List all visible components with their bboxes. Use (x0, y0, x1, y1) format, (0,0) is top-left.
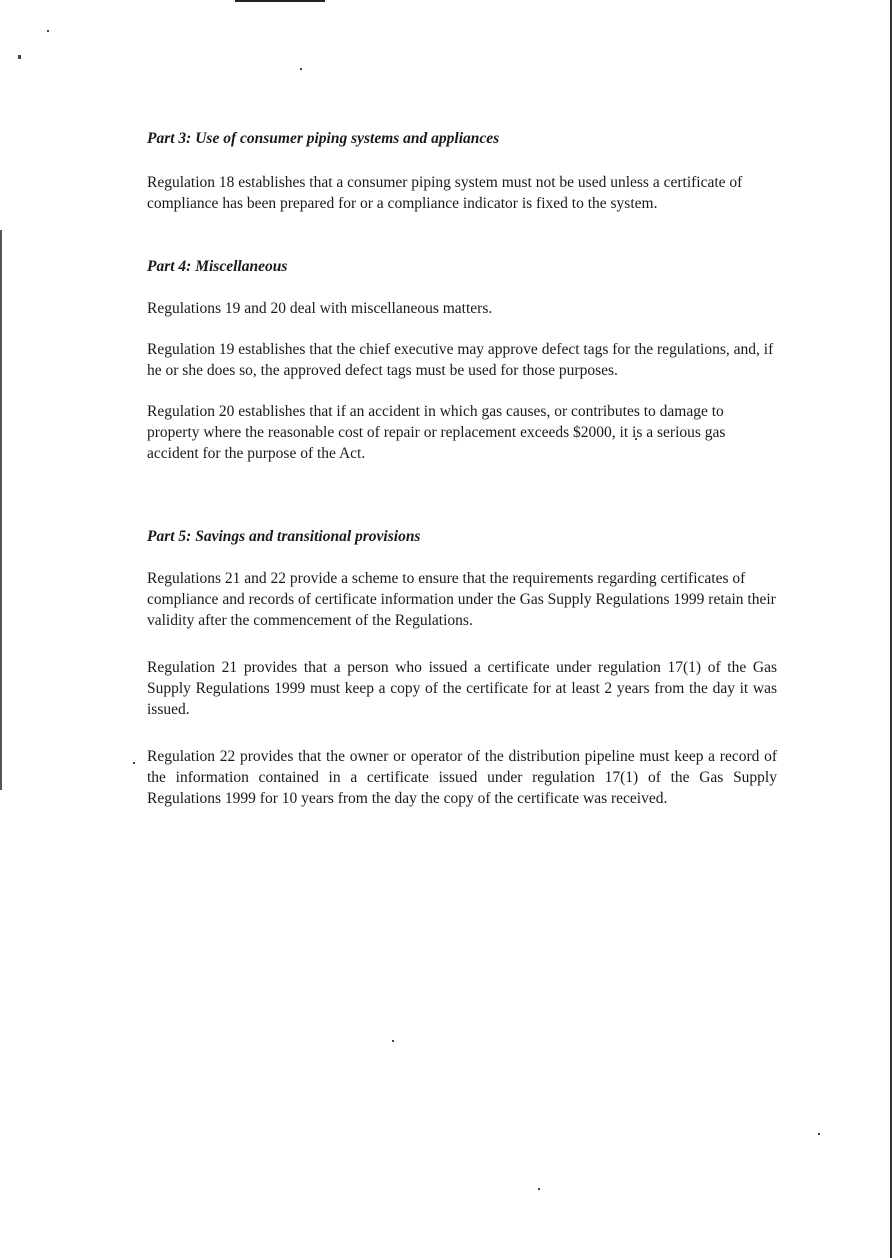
scan-speck (818, 1133, 820, 1135)
section-part-4 (147, 256, 777, 464)
section-heading: Part 3: Use of consumer piping systems and appliances (147, 130, 500, 147)
paragraph: Regulation 22 provides that the owner or operator of the distribution pipeline must keep a record of the information contained in a certificate issued under regulation 17(1) of the Gas Supply Regulations 1999 for 10 years from the day the copy of the certificate was received. (147, 748, 777, 807)
scan-edge-top (235, 0, 325, 2)
document-body (147, 128, 777, 809)
section-heading: Part 4: Miscellaneous (147, 258, 288, 275)
scan-speck (538, 1188, 540, 1190)
paragraph: Regulation 20 establishes that if an accident in which gas causes, or contributes to damage to property where the reasonable cost of repair or replacement exceeds $2000, it is a serious gas accident for the purpose of the Act. (147, 403, 726, 462)
scan-edge-left (0, 230, 2, 790)
scan-speck (47, 30, 49, 32)
scan-speck (392, 1040, 394, 1042)
paragraph: Regulations 19 and 20 deal with miscellaneous matters. (147, 300, 493, 317)
paragraph: Regulations 21 and 22 provide a scheme to ensure that the requirements regarding certificates of compliance and records of certificate information under the Gas Supply Regulations 1999 retain their validity after the commencement of the Regulations. (147, 570, 776, 629)
scan-speck (133, 762, 135, 764)
paragraph: Regulation 21 provides that a person who issued a certificate under regulation 17(1) of the Gas Supply Regulations 1999 must keep a copy of the certificate for at least 2 years from the day it was issued. (147, 659, 777, 718)
paragraph: Regulation 19 establishes that the chief executive may approve defect tags for the regulations, and, if he or she does so, the approved defect tags must be used for those purposes. (147, 341, 774, 379)
scan-speck (300, 68, 302, 70)
section-part-5 (147, 526, 777, 809)
section-heading: Part 5: Savings and transitional provisions (147, 528, 421, 545)
section-part-3 (147, 128, 777, 214)
paragraph: Regulation 18 establishes that a consumer piping system must not be used unless a certificate of compliance has been prepared for or a compliance indicator is fixed to the system. (147, 174, 743, 212)
scan-speck (18, 55, 21, 59)
